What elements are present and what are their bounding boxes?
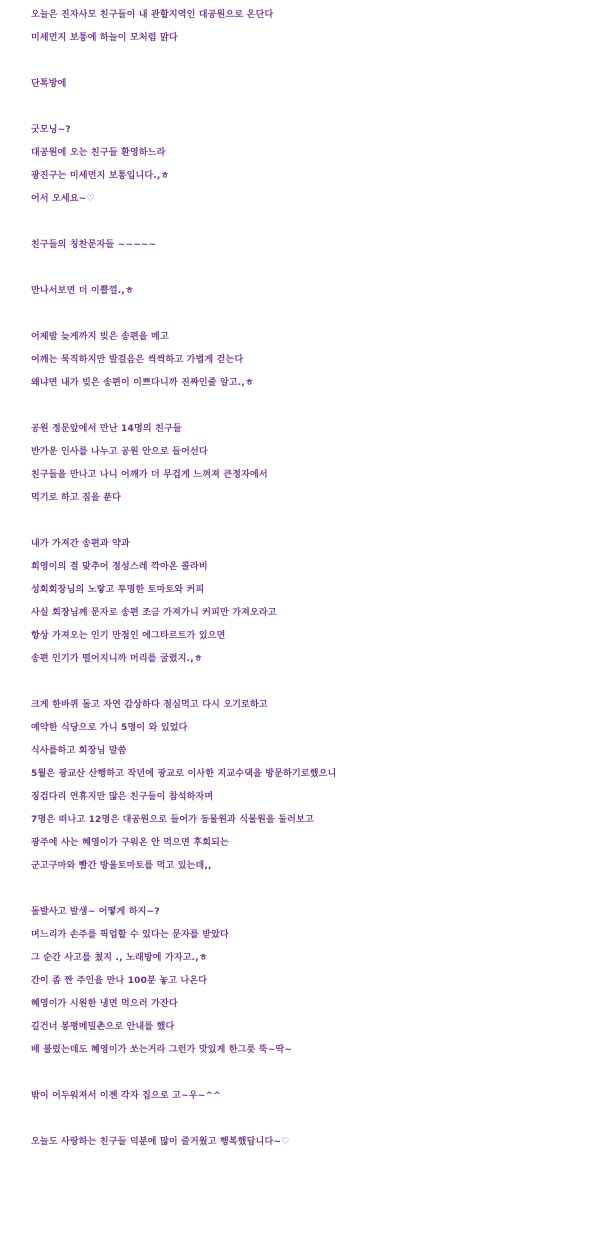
blank-line <box>0 510 600 533</box>
post-text-line: 내가 가져간 송편과 약과 <box>31 539 130 549</box>
post-text-line: 왜냐면 내가 빚은 송편이 이쁘다니까 진짜인줄 알고.,ㅎ <box>31 378 254 388</box>
blank-line <box>0 211 600 234</box>
post-text-line: 예약한 식당으로 가니 5명이 와 있었다 <box>31 723 188 733</box>
blank-line <box>0 671 600 694</box>
post-text-line: 대공원에 오는 친구들 환영하느라 <box>31 148 166 158</box>
post-text-line: 며느리가 손주를 픽업할 수 있다는 문자를 받았다 <box>31 930 229 940</box>
post-text-line: 오늘도 사랑하는 친구들 덕분에 많이 즐거웠고 행복했답니다~♡ <box>31 1137 290 1147</box>
blank-line <box>0 1108 600 1131</box>
post-text-line: 광주에 사는 혜영이가 구워온 안 먹으면 후회되는 <box>31 838 229 848</box>
post-text-line: 혜영이가 시원한 냉면 먹으러 가잔다 <box>31 999 178 1009</box>
post-text-line: 어서 오세요~♡ <box>31 194 95 204</box>
post-text-line: 친구들을 만나고 나니 어깨가 더 무겁게 느껴져 큰정자에서 <box>31 470 268 480</box>
post-text-line: 친구들의 칭찬문자들 ~~~~~ <box>31 240 157 250</box>
post-text-line: 희영이의 결 맞추어 정성스레 깍아온 콜라비 <box>31 562 208 572</box>
blank-line <box>0 257 600 280</box>
post-text-line: 크게 한바퀴 돌고 자연 감상하다 점심먹고 다시 오기로하고 <box>31 700 268 710</box>
blank-line <box>0 303 600 326</box>
post-text-line: 미세먼지 보통에 하늘이 모처럼 맑다 <box>31 33 178 43</box>
blank-line <box>0 1062 600 1085</box>
post-text-line: 사실 회장님께 문자로 송편 조금 가져가니 커피만 가져오라고 <box>31 608 277 618</box>
post-text-line: 공원 정문앞에서 만난 14명의 친구들 <box>31 424 182 434</box>
blank-line <box>0 878 600 901</box>
post-text-line: 식사를하고 회장님 말씀 <box>31 746 127 756</box>
post-text-line: 배 불렀는데도 혜영이가 쏘는거라 그런가 맛있게 한그릇 뚝~딱~ <box>31 1045 293 1055</box>
blank-line <box>0 96 600 119</box>
post-text-line: 간이 좀 짠 주인을 만나 100분 놓고 나온다 <box>31 976 208 986</box>
post-text-line: 송편 인기가 떨어지니까 머리를 굴렸지.,ㅎ <box>31 654 203 664</box>
post-text-line: 징검다리 연휴지만 많은 친구들이 참석하자며 <box>31 792 214 802</box>
post-text-line: 만나서보면 더 이쁠껄.,ㅎ <box>31 286 134 296</box>
post-text-line: 7명은 떠나고 12명은 대공원으로 들어가 동물원과 식물원을 둘러보고 <box>31 815 314 825</box>
post-text-line: 성희회장님의 노랗고 투명한 토마토와 커피 <box>31 585 205 595</box>
post-text-line: 단톡방에 <box>31 79 67 89</box>
blank-line <box>0 50 600 73</box>
post-text-line: 먹기로 하고 짐을 푼다 <box>31 493 122 503</box>
post-text-line: 돌발사고 발생~ 어떻게 하지~? <box>31 907 160 917</box>
post-text-line: 밖이 어두워져서 이젠 각자 집으로 고~우~^^ <box>31 1091 221 1101</box>
blank-line <box>0 395 600 418</box>
post-text-line: 오늘은 진자사모 친구들이 내 관할지역인 대공원으로 온단다 <box>31 10 274 20</box>
post-text-line: 굿모닝~? <box>31 125 71 135</box>
post-text-line: 그 순간 사고를 쳤지 ., 노래방에 가자고.,ㅎ <box>31 953 208 963</box>
post-text-line: 길건너 봉평메밀촌으로 안내를 했다 <box>31 1022 175 1032</box>
post-text-line: 광진구는 미세먼지 보통입니다.,ㅎ <box>31 171 170 181</box>
post-text-line: 5월은 광교산 산행하고 작년에 광교로 이사한 지교수댁을 방문하기로했으니 <box>31 769 337 779</box>
post-text-line: 군고구마와 빨간 방울토마토를 먹고 있는데,, <box>31 861 212 871</box>
post-text-line: 어제밤 늦게까지 빚은 송편을 메고 <box>31 332 169 342</box>
post-text-line: 어깨는 묵직하지만 발걸음은 씩씩하고 가볍게 걷는다 <box>31 355 244 365</box>
post-text-line: 반가운 인사를 나누고 공원 안으로 들어선다 <box>31 447 208 457</box>
post-text-line: 항상 가져오는 인기 만점인 에그타르트가 있으면 <box>31 631 226 641</box>
